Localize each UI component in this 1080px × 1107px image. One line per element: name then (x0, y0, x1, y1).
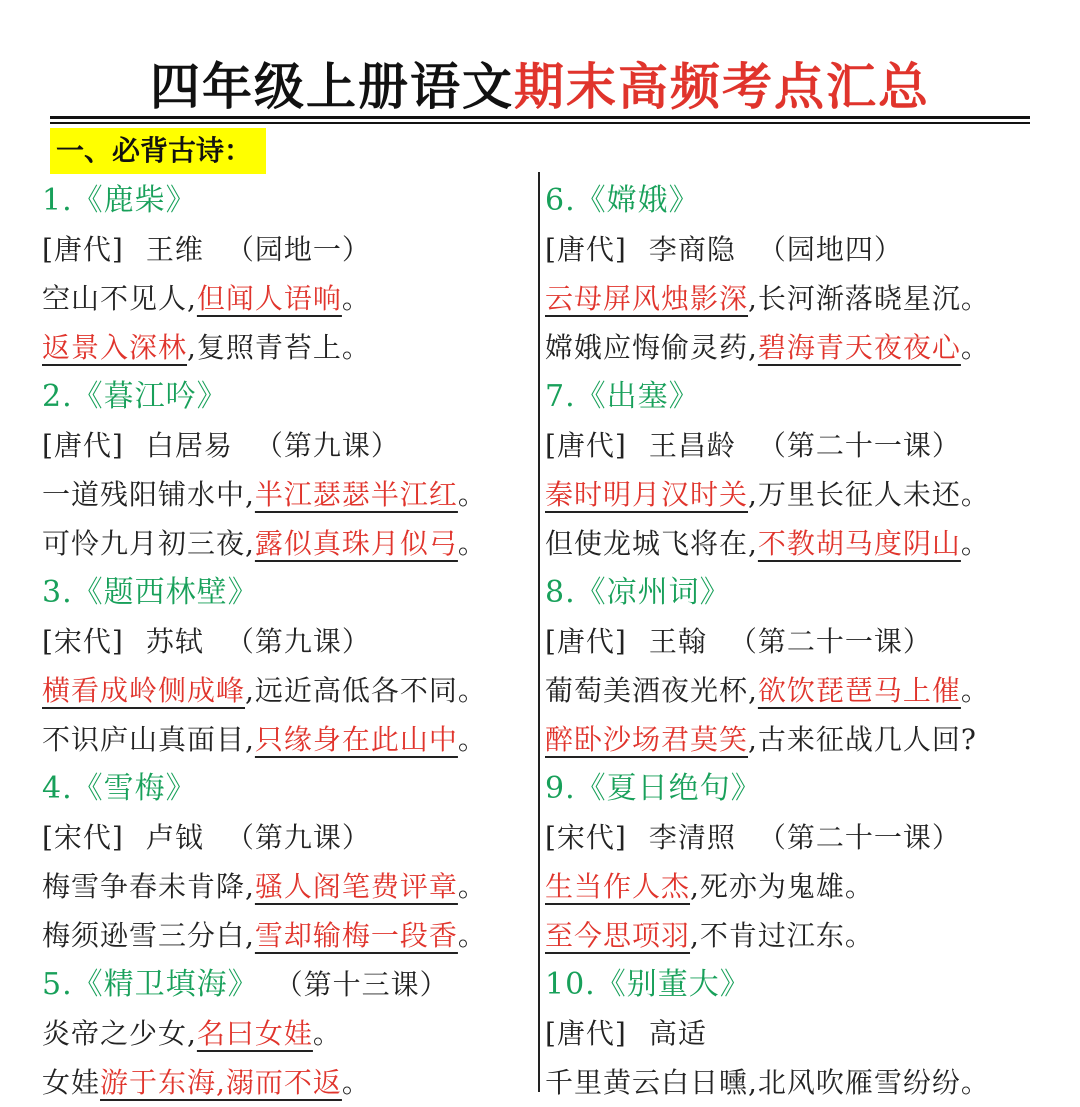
poem-title (545, 372, 1045, 421)
author-name: 李清照 (648, 821, 736, 854)
verse-text: 葡萄美酒夜光杯, (545, 674, 758, 707)
lesson-tag: （第二十一课） (757, 429, 961, 462)
verse-text: 女娃 (42, 1066, 101, 1099)
poem-title (42, 568, 542, 617)
verse-text: 。 (457, 527, 487, 560)
poem-meta (545, 813, 1045, 862)
page-title (0, 52, 1080, 122)
poem-meta (545, 225, 1045, 274)
poem-title-text: 5.《精卫填海》 (42, 967, 259, 1002)
poem-title (42, 960, 542, 1009)
poem-title (545, 960, 1045, 1009)
verse-text: 。 (341, 1066, 371, 1099)
lesson-tag: （第九课） (254, 429, 400, 462)
key-phrase: 露似真珠月似弓 (254, 527, 458, 560)
verse-text: ,远近高低各不同。 (245, 674, 487, 707)
key-phrase: 但闻人语响 (196, 282, 342, 315)
key-phrase: 游于东海,溺而不返 (100, 1066, 342, 1099)
key-phrase: 只缘身在此山中 (254, 723, 458, 756)
key-phrase: 醉卧沙场君莫笑 (545, 723, 749, 756)
key-phrase: 云母屏风烛影深 (545, 282, 749, 315)
author-name: 王翰 (648, 625, 707, 658)
dynasty-label: [唐代] (42, 429, 124, 462)
author-name: 王昌龄 (648, 429, 736, 462)
key-phrase: 欲饮琵琶马上催 (757, 674, 961, 707)
verse-text: 炎帝之少女, (42, 1017, 197, 1050)
key-phrase: 生当作人杰 (545, 870, 691, 903)
verse-text: 。 (960, 527, 990, 560)
verse-text: 不识庐山真面目, (42, 723, 255, 756)
lesson-tag: （园地一） (225, 233, 371, 266)
verse-text: 可怜九月初三夜, (42, 527, 255, 560)
lesson-tag: （第九课） (225, 821, 371, 854)
verse-line (42, 1009, 542, 1058)
verse-text: ,复照青苔上。 (187, 331, 371, 364)
verse-text: ,不肯过江东。 (690, 919, 874, 952)
verse-line (545, 274, 1045, 323)
poem-title-text: 9.《夏日绝句》 (545, 771, 762, 806)
author-name: 白居易 (145, 429, 233, 462)
poem-title-text: 4.《雪梅》 (42, 771, 197, 806)
lesson-tag: （第二十一课） (728, 625, 932, 658)
poem-title (545, 568, 1045, 617)
author-name: 李商隐 (648, 233, 736, 266)
key-phrase: 秦时明月汉时关 (545, 478, 749, 511)
verse-line (42, 715, 542, 764)
verse-line (545, 323, 1045, 372)
verse-text: 嫦娥应悔偷灵药, (545, 331, 758, 364)
poem-title (42, 764, 542, 813)
title-main: 四年级上册语文 (150, 57, 514, 116)
poem-meta (42, 617, 542, 666)
verse-line (42, 470, 542, 519)
lesson-tag: （第九课） (225, 625, 371, 658)
verse-line (545, 862, 1045, 911)
dynasty-label: [唐代] (42, 233, 124, 266)
verse-text: 。 (960, 331, 990, 364)
poem-column-right (545, 176, 1045, 1107)
verse-line (42, 911, 542, 960)
verse-line (545, 715, 1045, 764)
title-rule-thick (50, 116, 1030, 119)
verse-text: 。 (341, 282, 371, 315)
dynasty-label: [唐代] (545, 1017, 627, 1050)
poem-title-text: 7.《出塞》 (545, 379, 700, 414)
lesson-tag: （第十三课） (288, 968, 449, 1001)
verse-line (42, 323, 542, 372)
key-phrase: 名曰女娃 (196, 1017, 313, 1050)
verse-line (42, 862, 542, 911)
poem-title (42, 372, 542, 421)
verse-text: 空山不见人, (42, 282, 197, 315)
verse-text: ,万里长征人未还。 (748, 478, 990, 511)
verse-line (42, 519, 542, 568)
key-phrase: 雪却输梅一段香 (254, 919, 458, 952)
poem-meta (42, 225, 542, 274)
key-phrase: 半江瑟瑟半江红 (254, 478, 458, 511)
verse-text: 。 (312, 1017, 342, 1050)
verse-text: 梅须逊雪三分白, (42, 919, 255, 952)
verse-text: 千里黄云白日曛,北风吹雁雪纷纷。 (545, 1066, 990, 1099)
lesson-tag: （园地四） (757, 233, 903, 266)
poem-title-text: 6.《嫦娥》 (545, 183, 700, 218)
verse-line (545, 519, 1045, 568)
verse-text: ,长河渐落晓星沉。 (748, 282, 990, 315)
author-name: 苏轼 (145, 625, 204, 658)
poem-column-left (42, 176, 542, 1107)
verse-line (545, 1058, 1045, 1107)
dynasty-label: [唐代] (545, 429, 627, 462)
verse-text: ,死亦为鬼雄。 (690, 870, 874, 903)
verse-line (42, 666, 542, 715)
verse-line (545, 470, 1045, 519)
dynasty-label: [宋代] (42, 821, 124, 854)
dynasty-label: [唐代] (545, 625, 627, 658)
lesson-tag: （第二十一课） (757, 821, 961, 854)
poem-title-text: 2.《暮江吟》 (42, 379, 228, 414)
verse-text: 。 (960, 674, 990, 707)
key-phrase: 不教胡马度阴山 (757, 527, 961, 560)
dynasty-label: [宋代] (42, 625, 124, 658)
poem-meta (545, 421, 1045, 470)
key-phrase: 骚人阁笔费评章 (254, 870, 458, 903)
verse-text: 但使龙城飞将在, (545, 527, 758, 560)
verse-text: 。 (457, 919, 487, 952)
dynasty-label: [宋代] (545, 821, 627, 854)
poem-meta (42, 813, 542, 862)
poem-title (42, 176, 542, 225)
verse-line (42, 274, 542, 323)
poem-title (545, 176, 1045, 225)
verse-line (545, 911, 1045, 960)
key-phrase: 返景入深林 (42, 331, 188, 364)
poem-meta (545, 1009, 1045, 1058)
key-phrase: 碧海青天夜夜心 (757, 331, 961, 364)
verse-line (545, 666, 1045, 715)
verse-text: 。 (457, 723, 487, 756)
key-phrase: 横看成岭侧成峰 (42, 674, 246, 707)
key-phrase: 至今思项羽 (545, 919, 691, 952)
section-heading: 一、必背古诗： (50, 128, 266, 174)
author-name: 卢钺 (145, 821, 204, 854)
poem-title-text: 10.《别董大》 (545, 967, 751, 1002)
verse-text: ,古来征战几人回? (748, 723, 977, 756)
poem-title-text: 1.《鹿柴》 (42, 183, 197, 218)
poem-title (545, 764, 1045, 813)
poem-meta (42, 421, 542, 470)
author-name: 王维 (145, 233, 204, 266)
verse-text: 。 (457, 870, 487, 903)
author-name: 高适 (648, 1017, 707, 1050)
title-rule-thin (50, 122, 1030, 124)
dynasty-label: [唐代] (545, 233, 627, 266)
verse-line (42, 1058, 542, 1107)
verse-text: 梅雪争春未肯降, (42, 870, 255, 903)
poem-meta (545, 617, 1045, 666)
verse-text: 。 (457, 478, 487, 511)
poem-title-text: 3.《题西林壁》 (42, 575, 259, 610)
title-highlight: 期末高频考点汇总 (514, 57, 930, 116)
verse-text: 一道残阳铺水中, (42, 478, 255, 511)
poem-title-text: 8.《凉州词》 (545, 575, 731, 610)
